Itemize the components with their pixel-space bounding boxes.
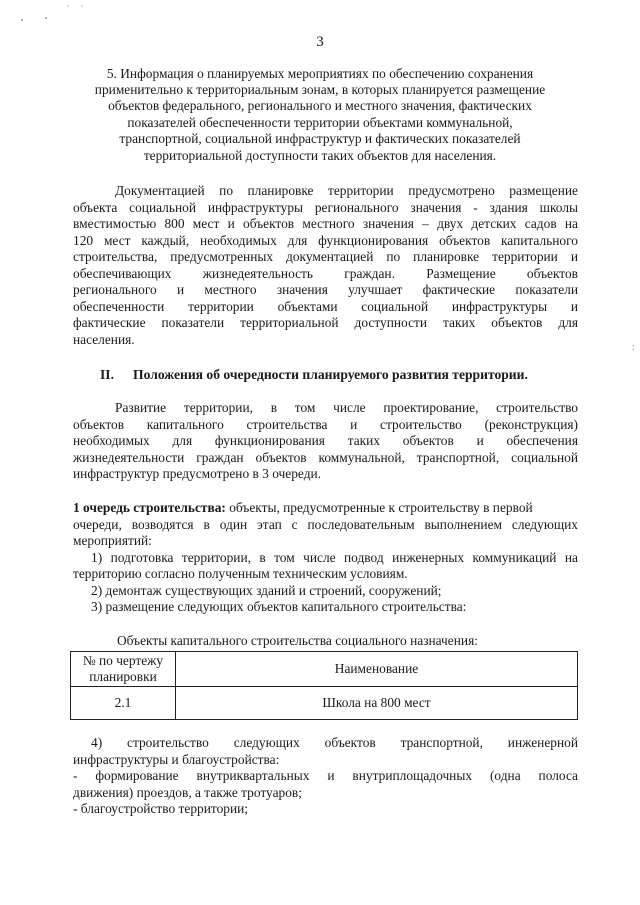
stage1-line-2: очереди, возводятся в один этап с последовательным выполнением следующих: [73, 517, 578, 532]
objects-table: [70, 651, 578, 720]
table-header-number-line-1: № по чертежу: [82, 653, 164, 668]
para1-line-5: строительства, предусмотренных документацией по планировке территории и: [73, 249, 578, 264]
table-caption: Объекты капитального строительства социального назначения:: [117, 633, 478, 648]
para2-line-3: необходимых для функционирования таких объектов и обеспечения: [73, 433, 578, 448]
table-header-row: [71, 652, 578, 687]
section5-line-2: применительно к территориальным зонам, в которых планируется размещение: [94, 82, 546, 97]
para2-line-5: инфраструктур предусмотрено в 3 очереди.: [73, 466, 322, 481]
section5-line-1: 5. Информация о планируемых мероприятиях по обеспечению сохранения: [106, 66, 534, 81]
para2-line-2: объектов капитального строительства и строительство (реконструкция): [73, 417, 578, 432]
para1-line-3: вместимостью 800 мест и объектов местного значения – двух детских садов на: [73, 216, 578, 231]
stage1-item-1-cont: территорию согласно полученным техническим условиям.: [73, 566, 408, 581]
scan-edge-mark: :: [632, 342, 635, 353]
para2-line-4: жизнедеятельности граждан объектов коммунальной, транспортной, социальной: [73, 450, 578, 465]
table-cell-name: Школа на 800 мест: [176, 687, 578, 720]
table-cell-number: 2.1: [71, 687, 176, 720]
item4-line-2: инфраструктуры и благоустройства:: [73, 752, 280, 767]
para1-line-9: фактические показатели территориальной доступности таких объектов для: [73, 315, 578, 330]
para1-line-4: 120 мест каждый, необходимых для функционирования объектов капитального: [73, 233, 578, 248]
stage1-first-line: объекты, предусмотренные к строительству в первой: [225, 500, 533, 515]
scan-dots-decoration: [0, 0, 120, 30]
para1-line-1: Документацией по планировке территории предусмотрено размещение: [115, 183, 578, 198]
section5-line-6: территориальной доступности таких объектов для населения.: [143, 148, 497, 163]
section5-line-3: объектов федерального, регионального и местного значения, фактических: [108, 98, 532, 113]
section5-line-5: транспортной, социальной инфраструктур и фактических показателей: [119, 131, 521, 146]
stage1-line-1: [73, 500, 578, 516]
item4-line-5: - благоустройство территории;: [73, 801, 249, 816]
item4-line-1: 4) строительство следующих объектов транспортной, инженерной: [91, 735, 578, 750]
para2-line-1: Развитие территории, в том числе проектирование, строительство: [115, 400, 578, 415]
stage1-line-3: мероприятий:: [73, 533, 152, 548]
stage1-item-3: 3) размещение следующих объектов капитального строительства:: [91, 599, 467, 614]
section2-number: II.: [100, 367, 114, 382]
table-header-name: Наименование: [176, 652, 578, 687]
section5-line-4: показателей обеспеченности территории объектами коммунальной,: [127, 115, 513, 130]
table-header-number: [71, 652, 176, 687]
section2-title: Положения об очередности планируемого развития территории.: [133, 367, 528, 382]
para1-line-10: населения.: [73, 332, 135, 347]
table-row: [71, 687, 578, 720]
para1-line-2: объекта социальной инфраструктуры регионального значения - здания школы: [73, 200, 578, 215]
para1-line-8: обеспеченности территории объектами социальной инфраструктуры и: [73, 299, 578, 314]
page-number: 3: [316, 34, 324, 50]
scan-marks: [0, 0, 120, 35]
table-header-number-line-2: планировки: [89, 669, 157, 684]
stage1-label: 1 очередь строительства:: [73, 500, 226, 515]
stage1-item-1: 1) подготовка территории, в том числе подвод инженерных коммуникаций на: [91, 550, 578, 565]
item4-line-4: движения) проездов, а также тротуаров;: [73, 785, 302, 800]
para1-line-7: регионального и местного значения улучшает фактические показатели: [73, 282, 578, 297]
item4-line-3: - формирование внутриквартальных и внутриплощадочных (одна полоса: [73, 768, 578, 783]
stage1-item-2: 2) демонтаж существующих зданий и строений, сооружений;: [91, 583, 442, 598]
para1-line-6: обеспечивающих жизнедеятельность граждан. Размещение объектов: [73, 266, 578, 281]
